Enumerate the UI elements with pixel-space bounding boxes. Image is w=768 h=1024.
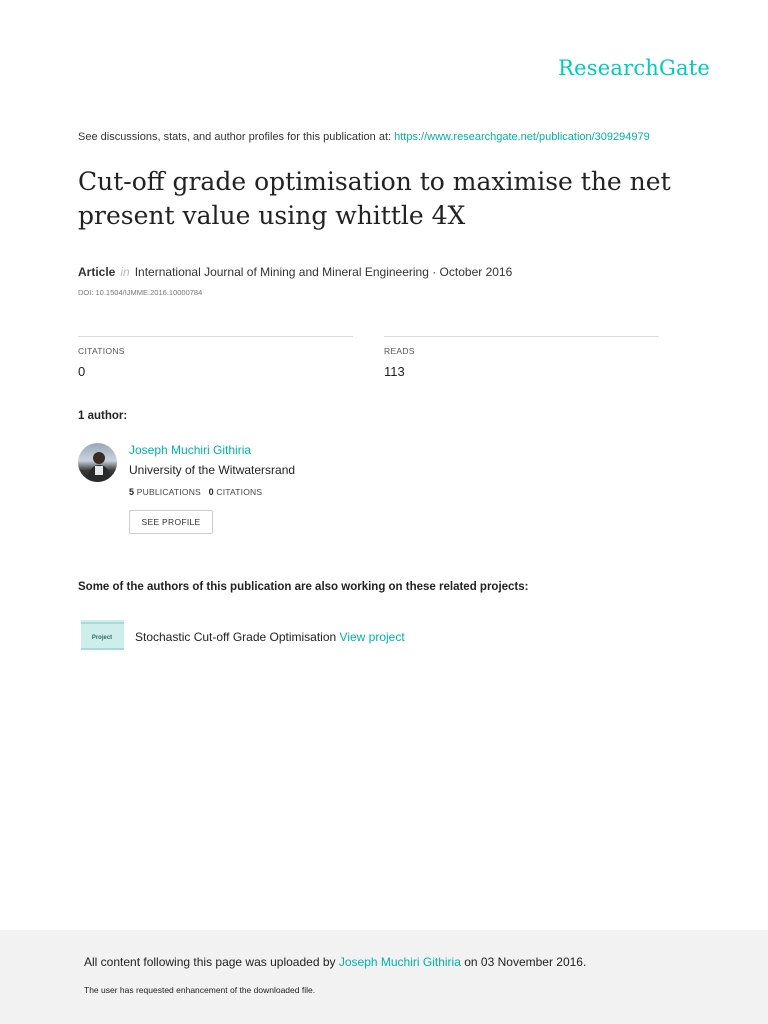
uploader-link[interactable]: Joseph Muchiri Githiria (338, 955, 461, 969)
discussion-text: See discussions, stats, and author profiles for this publication at: (78, 131, 392, 143)
see-profile-button[interactable]: SEE PROFILE (129, 510, 213, 534)
footer (0, 930, 768, 1024)
author-avatar[interactable] (78, 443, 117, 482)
citations-label: CITATIONS (78, 346, 125, 356)
publication-meta (78, 265, 512, 279)
author-name-link[interactable]: Joseph Muchiri Githiria (129, 443, 252, 457)
reads-stat (384, 336, 659, 379)
publication-title: Cut-off grade optimisation to maximise the net present value using whittle 4X (78, 167, 671, 230)
reads-value: 113 (384, 364, 405, 379)
researchgate-logo[interactable]: ResearchGate (558, 56, 710, 80)
project-folder-icon (80, 618, 124, 650)
project-item (135, 630, 405, 644)
upload-prefix: All content following this page was uploaded by (84, 955, 336, 969)
view-project-link[interactable]: View project (339, 630, 405, 644)
publications-label: PUBLICATIONS (136, 487, 201, 497)
publication-type: Article (78, 265, 116, 279)
discussion-notice (78, 131, 650, 143)
authors-heading: 1 author: (78, 410, 128, 422)
publications-count: 5 (129, 487, 135, 497)
doi: DOI: 10.1504/IJMME.2016.10000784 (78, 288, 203, 297)
author-institution: University of the Witwatersrand (129, 463, 296, 477)
author-citations-count: 0 (208, 487, 214, 497)
person-photo-icon (78, 443, 117, 482)
related-projects-heading: Some of the authors of this publication are also working on these related projects: (78, 581, 529, 593)
upload-notice (84, 955, 586, 969)
project-icon-label: Project (91, 635, 113, 641)
reads-label: READS (384, 346, 415, 356)
journal-info: International Journal of Mining and Mineral Engineering · October 2016 (134, 265, 513, 279)
project-title: Stochastic Cut-off Grade Optimisation (135, 630, 337, 644)
in-word: in (120, 265, 130, 279)
publication-url-link[interactable]: https://www.researchgate.net/publication/309294979 (394, 131, 650, 143)
citations-value: 0 (78, 364, 86, 379)
author-stats (129, 487, 262, 497)
upload-suffix: on 03 November 2016. (464, 955, 587, 969)
citations-stat (78, 336, 353, 379)
enhancement-note: The user has requested enhancement of the downloaded file. (84, 985, 316, 995)
author-citations-label: CITATIONS (216, 487, 263, 497)
